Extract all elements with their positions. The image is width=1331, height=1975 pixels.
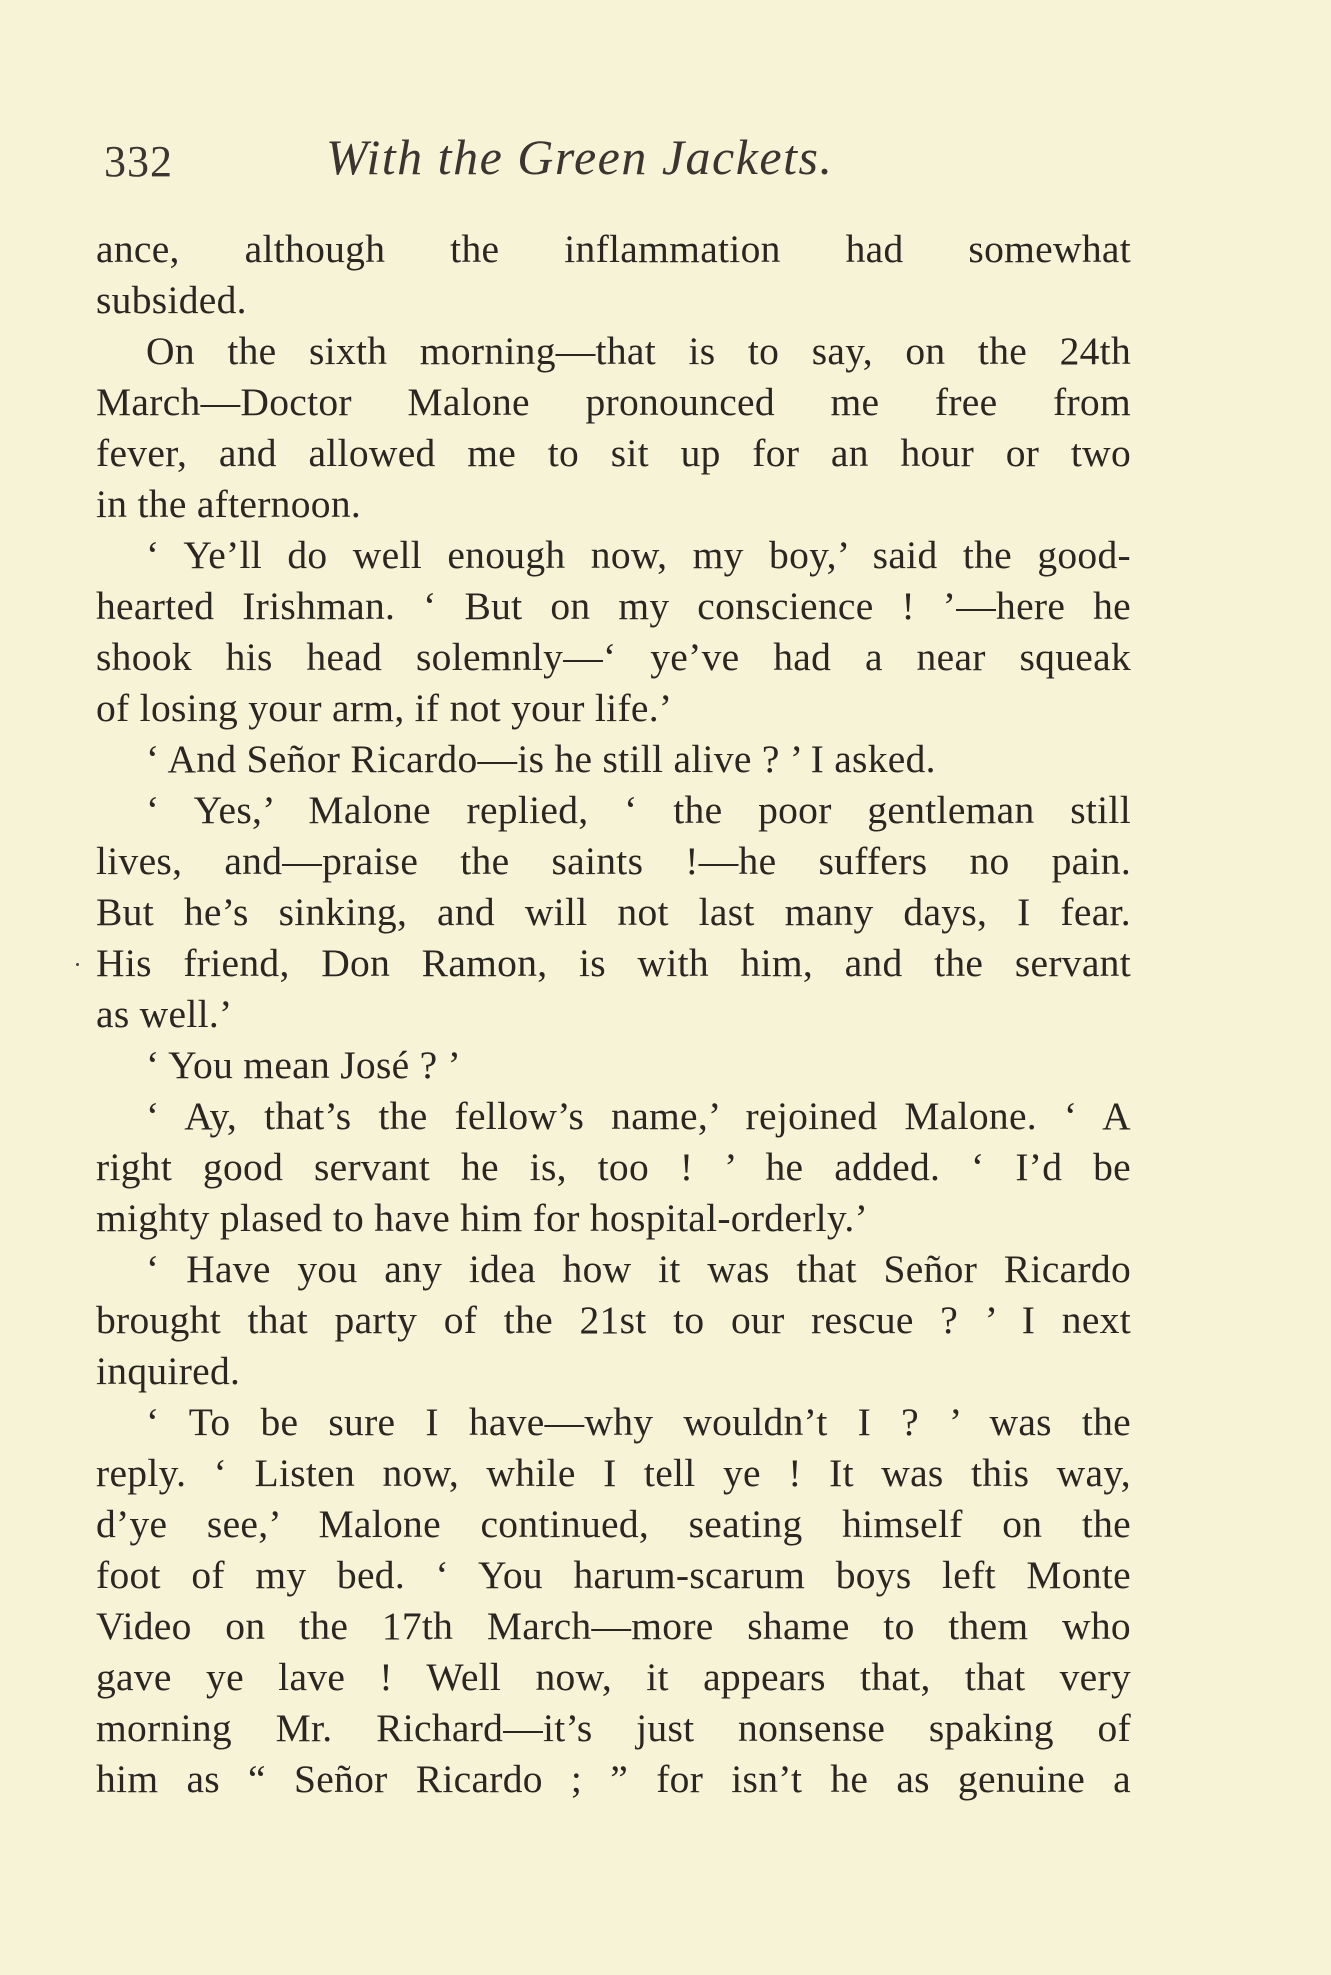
text-line: Video on the 17th March—more shame to them who xyxy=(96,1604,1131,1648)
text-line: fever, and allowed me to sit up for an hour or two xyxy=(96,431,1131,475)
text-line: brought that party of the 21st to our rescue ? ’ I next xyxy=(96,1298,1131,1342)
text-line: as well.’ xyxy=(96,992,233,1036)
text-line: ‘ Ay, that’s the fellow’s name,’ rejoined Malone. ‘ A xyxy=(146,1094,1131,1138)
text-line: reply. ‘ Listen now, while I tell ye ! It was this way, xyxy=(96,1451,1131,1495)
page-header xyxy=(104,128,884,198)
text-line: ‘ Ye’ll do well enough now, my boy,’ said the good- xyxy=(146,533,1131,577)
text-line: March—Doctor Malone pronounced me free from xyxy=(96,380,1131,424)
text-line: hearted Irishman. ‘ But on my conscience ! ’—here he xyxy=(96,584,1131,628)
text-line: ance, although the inflammation had somewhat xyxy=(96,227,1131,271)
text-line: him as “ Señor Ricardo ; ” for isn’t he as genuine a xyxy=(96,1757,1131,1801)
body-text xyxy=(96,224,1131,1805)
text-line: of losing your arm, if not your life.’ xyxy=(96,686,673,730)
text-line: ‘ And Señor Ricardo—is he still alive ? ’ I asked. xyxy=(146,737,936,781)
text-line: ‘ You mean José ? ’ xyxy=(146,1043,462,1087)
text-line: lives, and—praise the saints !—he suffers no pain. xyxy=(96,839,1131,883)
text-line: in the afternoon. xyxy=(96,482,362,526)
text-line: foot of my bed. ‘ You harum-scarum boys left Monte xyxy=(96,1553,1131,1597)
text-line: morning Mr. Richard—it’s just nonsense spaking of xyxy=(96,1706,1131,1750)
text-line: ‘ Yes,’ Malone replied, ‘ the poor gentleman still xyxy=(146,788,1131,832)
running-title: With the Green Jackets. xyxy=(326,129,834,185)
text-line: mighty plased to have him for hospital-orderly.’ xyxy=(96,1196,869,1240)
text-line: subsided. xyxy=(96,278,247,322)
page-number: 332 xyxy=(104,137,173,186)
text-line: But he’s sinking, and will not last many days, I fear. xyxy=(96,890,1131,934)
text-line: ‘ To be sure I have—why wouldn’t I ? ’ was the xyxy=(146,1400,1131,1444)
text-line: d’ye see,’ Malone continued, seating himself on the xyxy=(96,1502,1131,1546)
text-line: ‘ Have you any idea how it was that Señor Ricardo xyxy=(146,1247,1131,1291)
text-line: On the sixth morning—that is to say, on the 24th xyxy=(146,329,1131,373)
text-line: inquired. xyxy=(96,1349,241,1393)
text-line: right good servant he is, too ! ’ he added. ‘ I’d be xyxy=(96,1145,1131,1189)
text-line: shook his head solemnly—‘ ye’ve had a near squeak xyxy=(96,635,1131,679)
text-line: gave ye lave ! Well now, it appears that, that very xyxy=(96,1655,1131,1699)
margin-mark xyxy=(76,963,79,966)
text-line: His friend, Don Ramon, is with him, and the servant xyxy=(96,941,1131,985)
